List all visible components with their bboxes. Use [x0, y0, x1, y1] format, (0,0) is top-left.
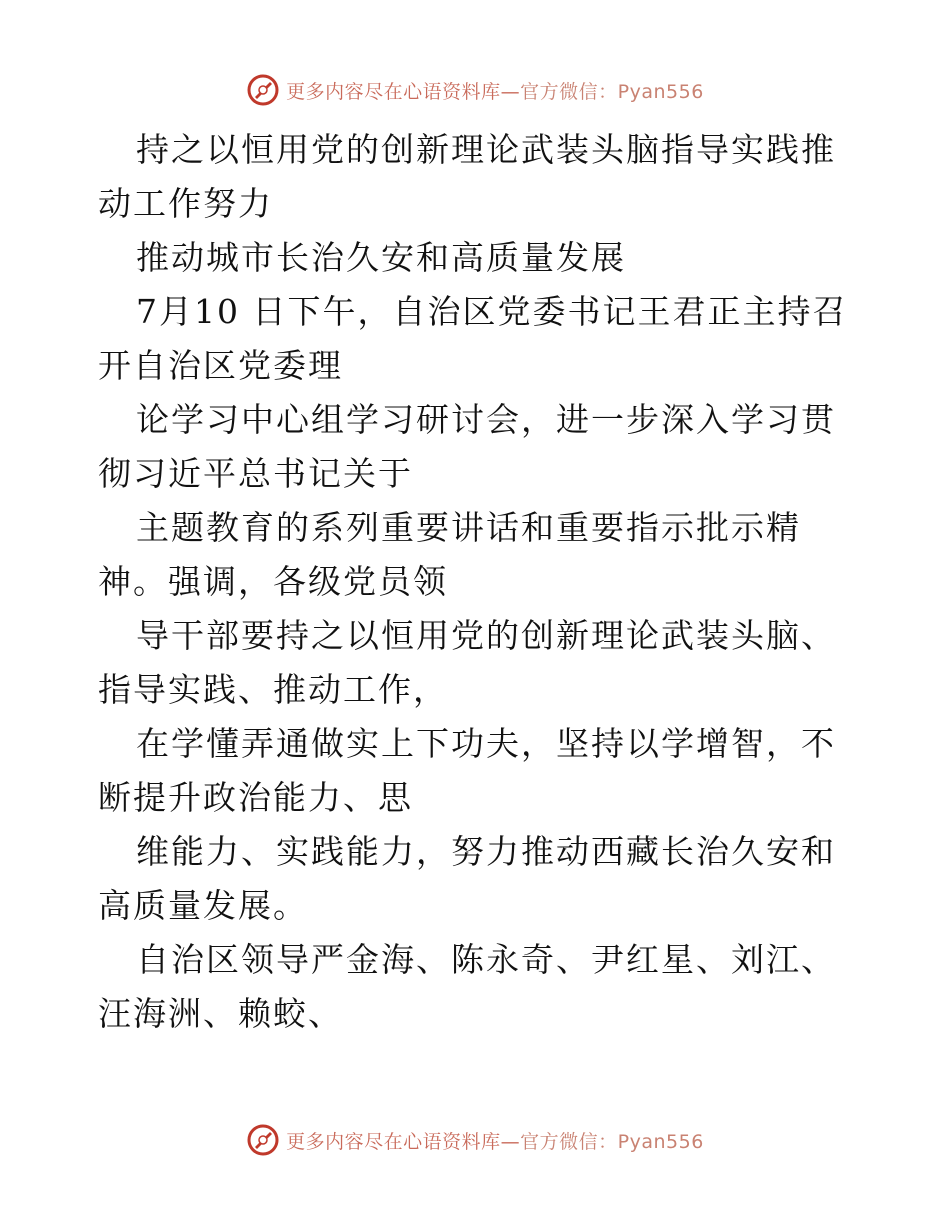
paragraph-1: 持之以恒用党的创新理论武装头脑指导实践推动工作努力 — [98, 130, 836, 223]
footer-banner-text — [286, 1127, 704, 1154]
quill-logo-icon — [246, 1123, 280, 1157]
document-body — [98, 123, 858, 1041]
header-banner-text — [286, 77, 704, 104]
footer-banner-main: 更多内容尽在心语资料库 — [286, 1130, 501, 1153]
paragraph-3: 7月10 日下午，自治区党委书记王君正主持召开自治区党委理 — [98, 292, 848, 385]
paragraph-4: 论学习中心组学习研讨会，进一步深入学习贯彻习近平总书记关于 — [98, 400, 836, 493]
paragraph-6: 导干部要持之以恒用党的创新理论武装头脑、指导实践、推动工作， — [98, 616, 836, 709]
header-watermark — [0, 70, 950, 110]
paragraph-9: 自治区领导严金海、陈永奇、尹红星、刘江、汪海洲、赖蛟、 — [98, 940, 836, 1033]
paragraph-5: 主题教育的系列重要讲话和重要指示批示精神。强调，各级党员领 — [98, 508, 801, 601]
paragraph-2: 推动城市长治久安和高质量发展 — [136, 238, 626, 277]
footer-banner-sep: — — [500, 1130, 521, 1153]
footer-banner-official: 官方微信：Pyan556 — [520, 1130, 704, 1153]
paragraph-8: 维能力、实践能力，努力推动西藏长治久安和高质量发展。 — [98, 832, 836, 925]
header-banner-official: 官方微信：Pyan556 — [520, 80, 704, 103]
quill-logo-icon — [246, 73, 280, 107]
footer-watermark — [0, 1120, 950, 1160]
header-banner-sep: — — [500, 80, 521, 103]
paragraph-7: 在学懂弄通做实上下功夫，坚持以学增智，不断提升政治能力、思 — [98, 724, 836, 817]
header-banner-main: 更多内容尽在心语资料库 — [286, 80, 501, 103]
